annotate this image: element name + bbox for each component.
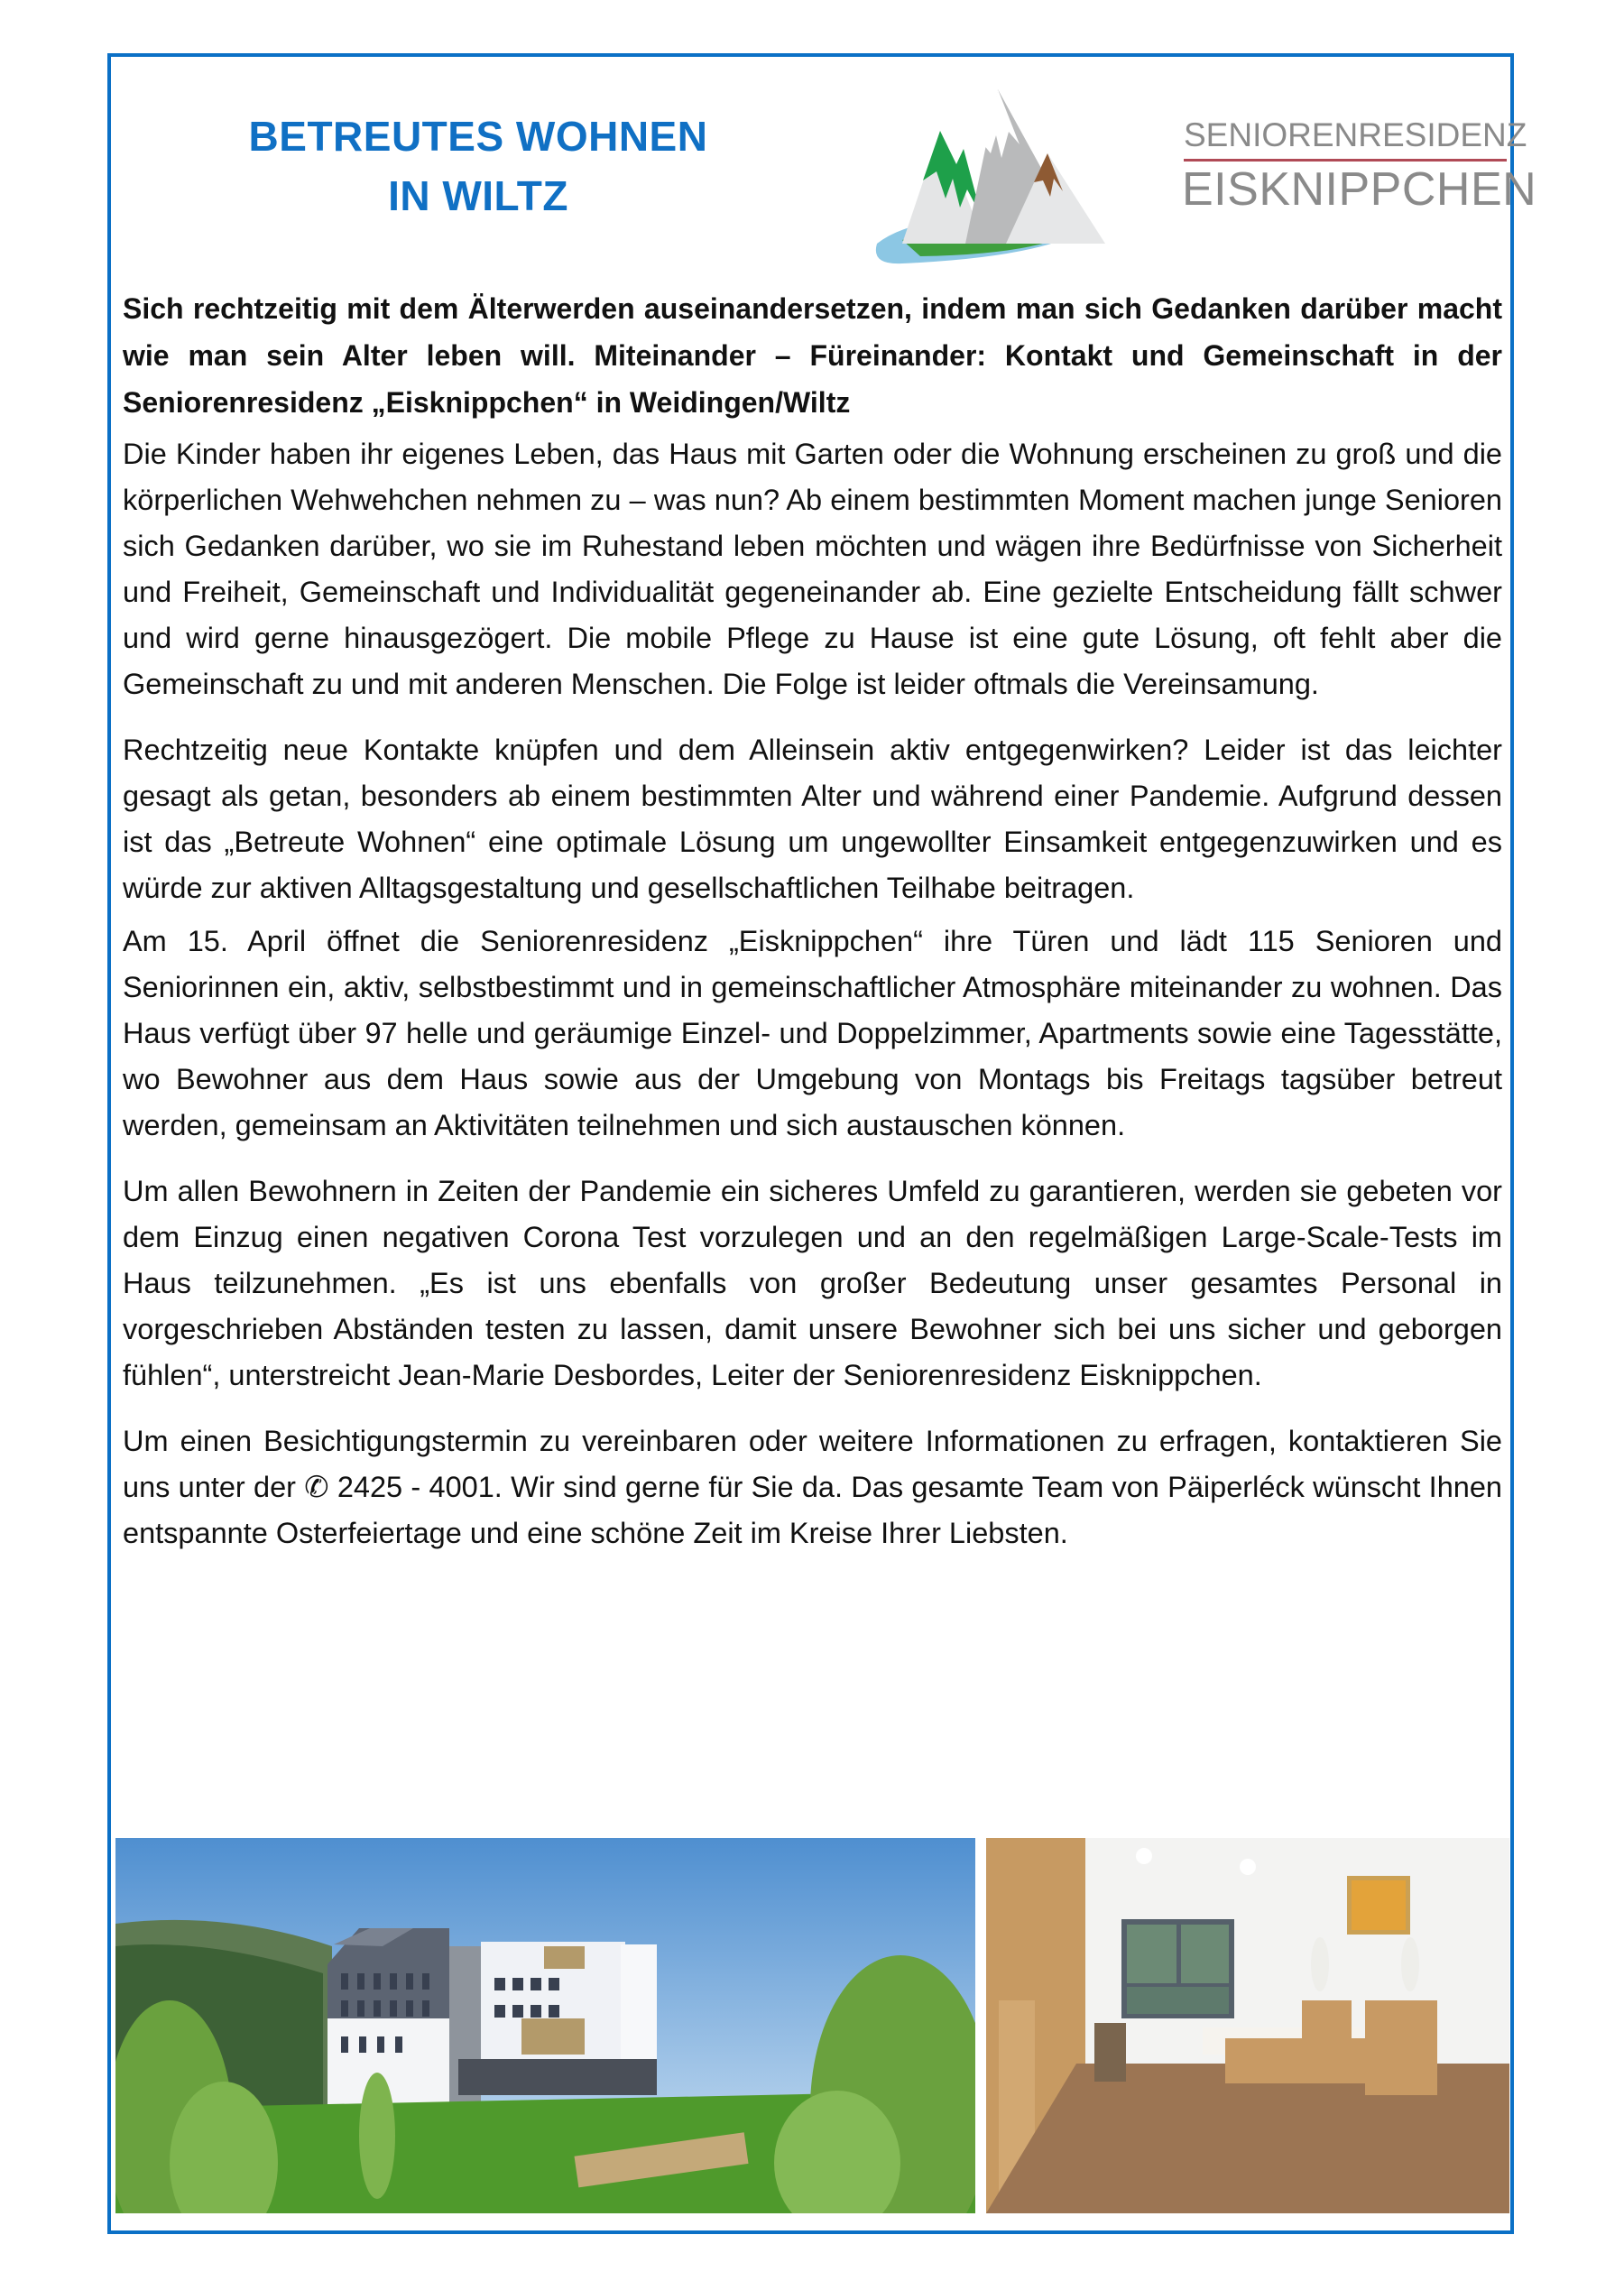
article-body — [123, 285, 1502, 1564]
bedroom-photo — [986, 1838, 1509, 2213]
logo-text-line-2: EISKNIPPCHEN — [1182, 163, 1537, 216]
phone-number[interactable]: 2425 - 4001 — [337, 1471, 494, 1503]
building-image — [115, 1838, 975, 2213]
paragraph: Rechtzeitig neue Kontakte knüpfen und dem Alleinsein aktiv entgegenwirken? Leider ist das leichter gesagt als getan, besonders ab einem bestimmten Alter und während einer Pandemie. Aufgrund dessen ist das „Betreute Wohnen“ eine optimale Lösung um ungewollter Einsamkeit entgegenzuwirken und es würde zur aktiven Alltagsgestaltung und gesellschaftlichen Teilhabe beitragen. — [123, 734, 1502, 904]
contact-text-after: . Wir sind gerne für Sie da. Das gesamte Team von Päiperléck wünscht Ihnen entspannte Osterfeiertage und eine schöne Zeit im Kreise Ihrer Liebsten. — [123, 1471, 1503, 1549]
logo-divider — [1184, 159, 1507, 162]
contact-paragraph — [123, 1418, 1502, 1556]
page-title — [135, 106, 821, 226]
title-line-1: BETREUTES WOHNEN — [248, 113, 708, 160]
contact-text-before: Um einen Besichtigungstermin zu vereinbaren oder weitere Informationen zu erfragen, kontaktieren Sie uns unter der — [123, 1425, 1502, 1503]
title-line-2: IN WILTZ — [388, 172, 568, 219]
paragraph: Am 15. April öffnet die Seniorenresidenz „Eisknippchen“ ihre Türen und lädt 115 Senioren und Seniorinnen ein, aktiv, selbstbestimmt und in gemeinschaftlicher Atmosphäre miteinander zu wohnen. Das Haus verfügt über 97 helle und geräumige Einzel- und Doppelzimmer, Apartments sowie eine Tagesstätte, wo Bewohner aus dem Haus sowie aus der Umgebung von Montags bis Freitags tagsüber betreut werden, gemeinsam an Aktivitäten teilnehmen und sich austauschen können. — [123, 925, 1502, 1141]
paragraph: Die Kinder haben ihr eigenes Leben, das Haus mit Garten oder die Wohnung erscheinen zu groß und die körperlichen Wehwehchen nehmen zu – was nun? Ab einem bestimmten Moment machen junge Senioren sich Gedanken darüber, wo sie im Ruhestand leben möchten und wägen ihre Bedürfnisse von Sicherheit und Freiheit, Gemeinschaft und Individualität gegeneinander ab. Eine gezielte Entscheidung fällt schwer und wird gerne hinausgezögert. Die mobile Pflege zu Hause ist eine gute Lösung, oft fehlt aber die Gemeinschaft zu und mit anderen Menschen. Die Folge ist leider oftmals die Vereinsamung. — [123, 438, 1502, 700]
lead-paragraph: Sich rechtzeitig mit dem Älterwerden auseinandersetzen, indem man sich Gedanken darüber macht wie man sein Alter leben will. Miteinander – Füreinander: Kontakt und Gemeinschaft in der Seniorenresidenz „Eisknippchen“ in Weidingen/Wiltz — [123, 292, 1502, 419]
bedroom-image — [986, 1838, 1509, 2213]
phone-icon: ✆ — [304, 1471, 329, 1503]
logo-text-line-1: SENIORENRESIDENZ — [1184, 116, 1527, 153]
building-rendering-photo — [115, 1838, 975, 2213]
paragraph: Um allen Bewohnern in Zeiten der Pandemie ein sicheres Umfeld zu garantieren, werden sie gebeten vor dem Einzug einen negativen Corona Test vorzulegen und an den regelmäßigen Large-Scale-Tests im Haus teilzunehmen. „Es ist uns ebenfalls von großer Bedeutung unser gesamtes Personal in vorgeschrieben Abständen testen zu lassen, damit unsere Bewohner sich bei uns sicher und geborgen fühlen“, unterstreicht Jean-Marie Desbordes, Leiter der Seniorenresidenz Eisknippchen. — [123, 1175, 1502, 1391]
